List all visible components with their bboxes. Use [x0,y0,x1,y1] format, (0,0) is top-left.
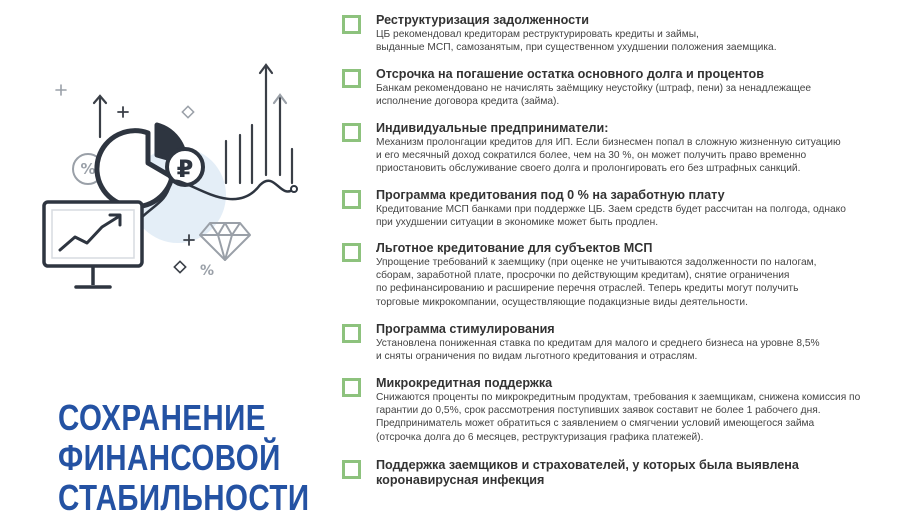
arrow-up-icon [94,96,106,137]
checkbox-icon [342,460,361,479]
svg-text:₽: ₽ [176,155,194,183]
item-title: Микрокредитная поддержка [376,376,553,390]
percent-sign-small: % [199,263,215,279]
page-title-line-3: СТАБИЛЬНОСТИ [58,477,310,518]
finance-illustration [30,55,320,315]
checkbox-icon [342,243,361,262]
item-desc: ЦБ рекомендовал кредиторам реструктурировать кредиты и займы, выданные МСП, самозанятым, при существенном ухудшении положения заемщика. [376,29,777,54]
monitor-growth-chart-icon [44,202,142,287]
checkbox-icon [342,69,361,88]
item-title: Программа стимулирования [376,322,555,336]
item-desc: Механизм пролонгации кредитов для ИП. Если бизнесмен попал в сложную жизненную ситуацию и его месячный доход сократился более, чем на 30 %, он может получить право временно приостановить обслуживание своего долга и пролонгировать его без штрафных санкций. [376,137,841,175]
item-title-line-2: коронавирусная инфекция [376,473,545,487]
item-title: Индивидуальные предприниматели: [376,121,609,135]
item-title: Программа кредитования под 0 % на заработную плату [376,188,725,202]
page-title-line-2: ФИНАНСОВОЙ [58,437,281,478]
checkbox-icon [342,378,361,397]
small-diamond-shape [182,106,193,117]
checkbox-icon [342,324,361,343]
item-desc: Снижаются проценты по микрокредитным продуктам, требования к заемщикам, снижена комиссия по гарантии до 0,5%, срок рассмотрения поступивших заявок составит не более 1 рабочего дня. Предприниматель может обратиться с заявлением о смягчении условий имеющегося займа (отсрочка долга до 6 месяцев, реструктуризация графика платежей). [376,392,861,443]
bar-chart-icon [226,65,292,183]
item-desc: Упрощение требований к заемщику (при оценке не учитываются задолженности по налогам, сборам, заработной плате, просрочки по действующим кредитам), снятие ограничения по рефинансированию и расширение перечня отраслей. Теперь кредиты могут получить торговые микрокомпании, осуществляющие подакцизные виды деятельности. [376,257,817,308]
ruble-icon [167,149,203,185]
item-desc: Установлена пониженная ставка по кредитам для малого и среднего бизнеса на уровне 8,5% и сняты ограничения по видам льготного кредитования и отраслям. [376,338,820,363]
item-title: Реструктуризация задолженности [376,13,590,27]
checkbox-icon [342,15,361,34]
item-desc: Банкам рекомендовано не начислять заёмщику неустойку (штраф, пени) за ненадлежащее исполнение договора кредита (займа). [376,83,812,108]
item-title: Льготное кредитование для субъектов МСП [376,241,653,255]
page-title [58,397,310,518]
checkbox-icon [342,190,361,209]
item-title: Поддержка заемщиков и страхователей, у которых была выявлена [376,458,799,472]
item-title: Отсрочка на погашение остатка основного долга и процентов [376,67,764,81]
item-desc: Кредитование МСП банками при поддержке ЦБ. Заем средств будет рассчитан на полгода, однако при ухудшении ситуации в экономике может быть продлен. [376,204,846,229]
svg-text:%: % [80,160,96,178]
checkbox-icon [342,123,361,142]
page-title-line-1: СОХРАНЕНИЕ [58,397,266,438]
measures-list [342,0,912,520]
